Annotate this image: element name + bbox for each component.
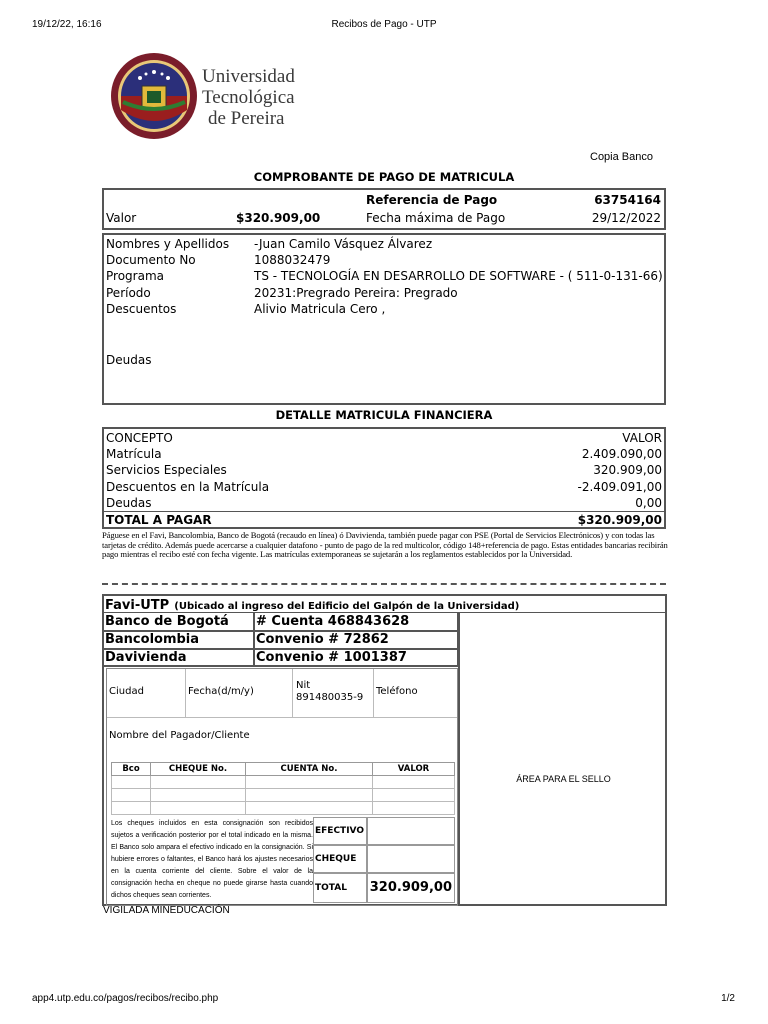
print-page-title: Recibos de Pago - UTP (331, 19, 437, 30)
telefono-label: Teléfono (376, 686, 418, 697)
cut-line (102, 583, 666, 585)
pagador-label: Nombre del Pagador/Cliente (109, 730, 250, 741)
disclaimer-text: Los cheques incluidos en esta consignación son recibidos sujetos a verificación posterior por el total indicado en la misma. El Banco solo ampara el efectivo indicado en la consignación. Si hubiere errores o faltantes, el Banco hará los ajustes necesarios en la cuenta corriente del cliente. Sobre el valor de la consignación hecha en cheque no puede girarse hasta cuando dichos cheques sean corrientes. (111, 820, 313, 899)
payment-summary-box (102, 188, 666, 230)
valor-value: $320.909,00 (236, 211, 321, 225)
detail-row: Descuentos en la Matrícula -2.409.091,00 (106, 480, 662, 494)
documento-label: Documento No (106, 253, 196, 267)
payment-note: Páguese en el Favi, Bancolombia, Banco de Bogotá (recaudo en línea) ó Davivienda, también puede pagar con PSE (Portal de Servicios Electrónicos) y con todas las tarjetas de crédito. Además puede acercarse a cualquier datafono - punto de pago de la red multicolor, código 148+referencia de pago. Estas entidades bancarias recibirán pago mientras el recibo esté con fecha vigente. Las matrículas extemporaneas se sujetarán a los reglamentos establecidos por la Universidad. (102, 530, 668, 560)
due-date-value: 29/12/2022 (591, 211, 661, 225)
copy-label: Copia Banco (590, 151, 653, 163)
ciudad-label: Ciudad (109, 686, 144, 697)
bank-accounts: Banco de Bogotá # Cuenta 468843628 Bancolombia Convenio # 72862 Davivienda Convenio # 1001387 (104, 613, 458, 665)
bank-slip (102, 594, 667, 906)
valor-label: Valor (106, 211, 137, 225)
favi-header: Favi-UTP (Ubicado al ingreso del Edificio del Galpón de la Universidad) (105, 598, 520, 613)
efectivo-label: EFECTIVO (315, 826, 364, 836)
descuentos-label: Descuentos (106, 302, 177, 316)
fecha-label: Fecha(d/m/y) (188, 686, 254, 697)
vigilada-note: VIGILADA MINEDUCACIÓN (103, 905, 230, 916)
cheque-table: Bco CHEQUE No. CUENTA No. VALOR (111, 762, 455, 815)
detail-header-row (104, 430, 664, 446)
cheque-label: CHEQUE (315, 854, 357, 864)
reference-value: 63754164 (594, 193, 661, 207)
detail-row: Servicios Especiales 320.909,00 (106, 463, 662, 477)
totals-grid (313, 817, 453, 903)
student-info-box (102, 233, 666, 405)
programa-label: Programa (106, 269, 164, 283)
consignment-form (106, 668, 458, 906)
concepto-header: CONCEPTO (106, 431, 173, 445)
detail-row: Matrícula 2.409.090,00 (106, 447, 662, 461)
valor-header: VALOR (622, 431, 662, 445)
print-datetime: 19/12/22, 16:16 (32, 19, 102, 30)
reference-label: Referencia de Pago (366, 193, 498, 207)
periodo-value: 20231:Pregrado Pereira: Pregrado (254, 286, 458, 300)
total-value: $320.909,00 (577, 513, 662, 527)
receipt-title: COMPROBANTE DE PAGO DE MATRICULA (253, 170, 515, 184)
nit-field: Nit 891480035-9 (296, 680, 364, 703)
slip-total-value: 320.909,00 (369, 880, 452, 895)
slip-total-label: TOTAL (315, 883, 347, 893)
financial-detail-box (102, 427, 666, 529)
detail-title: DETALLE MATRICULA FINANCIERA (275, 408, 493, 422)
programa-value: TS - TECNOLOGÍA EN DESARROLLO DE SOFTWARE - ( 511-0-131-66) (254, 269, 663, 283)
print-page-number: 1/2 (721, 993, 735, 1004)
due-date-label: Fecha máxima de Pago (366, 211, 506, 225)
total-row (104, 512, 664, 528)
print-url: app4.utp.edu.co/pagos/recibos/recibo.php (32, 993, 219, 1004)
documento-value: 1088032479 (254, 253, 331, 267)
university-seal-icon (110, 52, 198, 140)
nombres-label: Nombres y Apellidos (106, 237, 230, 251)
deudas-label: Deudas (106, 353, 152, 367)
nombres-value: -Juan Camilo Vásquez Álvarez (254, 237, 433, 251)
descuentos-value: Alivio Matricula Cero , (254, 302, 386, 316)
university-wordmark: Universidad Tecnológica de Pereira (202, 66, 295, 129)
stamp-area-label: ÁREA PARA EL SELLO (516, 774, 611, 784)
detail-row: Deudas 0,00 (106, 496, 662, 510)
total-label: TOTAL A PAGAR (106, 513, 212, 527)
periodo-label: Período (106, 286, 151, 300)
